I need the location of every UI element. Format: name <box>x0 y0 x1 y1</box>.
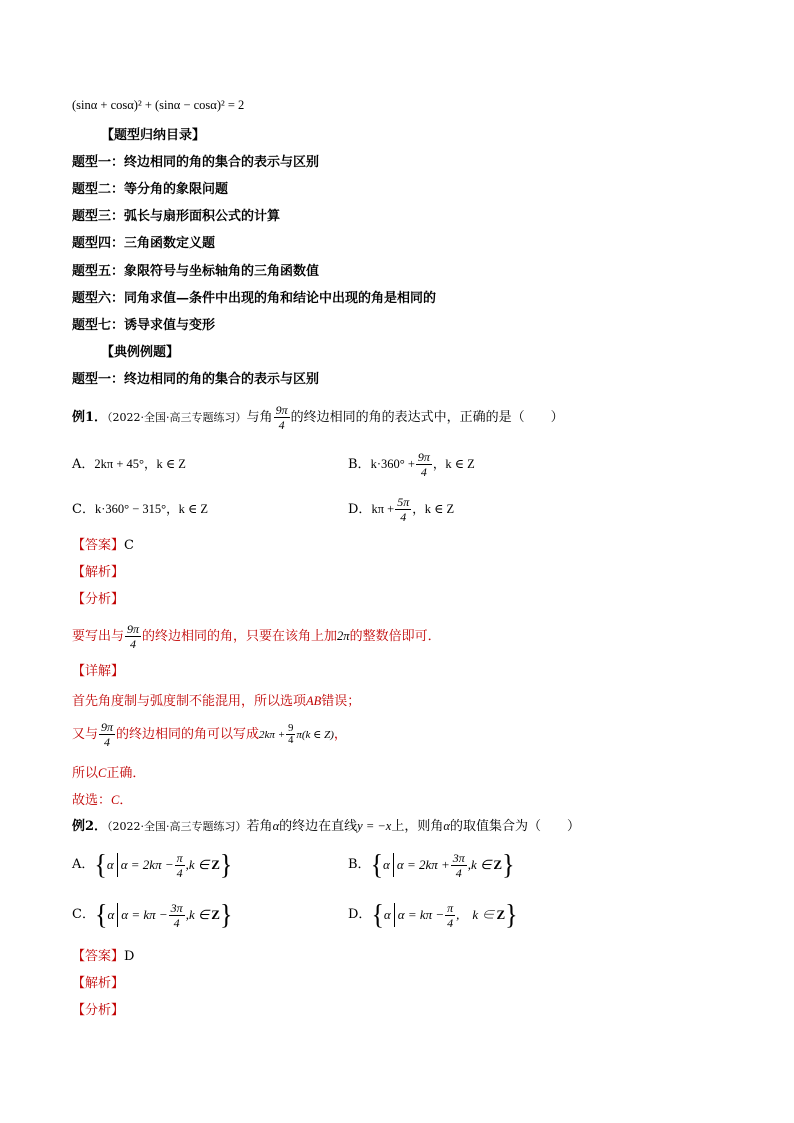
brace-right: } <box>219 898 233 931</box>
set-expression <box>95 900 233 930</box>
brace-left: { <box>94 848 107 881</box>
fraction-numerator: 5π <box>397 495 410 509</box>
option-label: A． <box>72 457 95 472</box>
brace-right: } <box>502 848 515 881</box>
math-text: ,k ∈ <box>185 907 210 922</box>
math-text: 2π <box>337 629 350 643</box>
example-1-question <box>72 400 564 436</box>
option-c <box>72 500 208 519</box>
option-b <box>348 446 475 483</box>
question-text: 若角 <box>246 819 273 834</box>
fraction <box>395 495 411 524</box>
fenxi-tag: 【分析】 <box>72 1003 125 1018</box>
option-label: B． <box>348 857 371 872</box>
option-text: k·360° − 315°，k ∈ Z <box>94 502 209 516</box>
example-2-source: （2022·全国·高三专题练习） <box>107 820 247 833</box>
text: 正确． <box>106 766 146 781</box>
example-2-label: 例2． <box>72 819 108 834</box>
toc-item: 题型七：诱导求值与变形 <box>72 318 216 333</box>
option-label: D． <box>348 502 372 517</box>
math-text: π(k ∈ Z) <box>296 729 334 741</box>
math-text: α = 2kπ + <box>396 857 450 872</box>
fraction-denominator: 4 <box>104 735 111 749</box>
set-divider <box>393 853 394 877</box>
text: 所以 <box>72 766 99 781</box>
option-label: A． <box>72 857 95 872</box>
text: 错误； <box>321 694 361 709</box>
example-1-label: 例1． <box>72 410 108 425</box>
detail-line-2 <box>72 717 347 753</box>
fraction <box>445 901 455 930</box>
detail-line-3 <box>72 764 145 783</box>
fraction-denominator: 4 <box>173 915 180 930</box>
math-text: y = −x <box>357 819 392 833</box>
fraction-denominator: 4 <box>176 865 183 880</box>
option-b <box>348 850 515 880</box>
math-text: α <box>272 819 280 833</box>
fraction-numerator: 3π <box>452 850 465 865</box>
brace-left: { <box>370 848 384 881</box>
option-label: D． <box>348 907 372 922</box>
example-1-source: （2022·全国·高三专题练习） <box>107 411 247 424</box>
math-text: Z <box>211 857 220 872</box>
option-label: B． <box>348 457 371 472</box>
set-divider <box>394 903 395 927</box>
answer-tag: 【答案】 <box>72 538 125 553</box>
answer-line <box>72 537 134 555</box>
fraction-numerator: 9π <box>101 720 114 734</box>
identity-formula: (sinα + cosα)² + (sinα − cosα)² = 2 <box>72 98 245 112</box>
text: 又与 <box>72 727 99 742</box>
brace-left: { <box>371 898 384 931</box>
option-d <box>348 491 454 528</box>
toc-item: 题型六：同角求值—条件中出现的角和结论中出现的角是相同的 <box>72 291 437 306</box>
option-label: C． <box>72 502 95 517</box>
section-title: 题型一：终边相同的角的集合的表示与区别 <box>72 372 320 387</box>
question-text: 的终边在直线 <box>279 819 358 834</box>
analysis-tag: 【解析】 <box>72 565 125 580</box>
examples-header: 【典例例题】 <box>101 345 180 360</box>
math-text: α <box>443 819 450 833</box>
fraction <box>99 720 115 749</box>
fenxi-tag: 【分析】 <box>72 592 125 607</box>
math-text: α = 2kπ − <box>120 857 174 872</box>
math-text: , k ∈ <box>456 907 495 922</box>
fraction <box>286 723 295 746</box>
text: ， <box>333 727 347 742</box>
option-a <box>72 850 232 880</box>
math-text: α <box>383 857 390 872</box>
option-label: C． <box>72 907 95 922</box>
example-2-question <box>72 817 580 836</box>
math-text: 2kπ + <box>259 729 286 741</box>
fraction-numerator: 9 <box>288 723 294 734</box>
fraction-denominator: 4 <box>130 637 137 651</box>
toc-item: 题型一：终边相同的角的集合的表示与区别 <box>72 155 320 170</box>
fraction <box>169 901 185 930</box>
set-expression <box>94 850 232 880</box>
set-expression <box>371 850 515 880</box>
fraction-numerator: 9π <box>275 403 288 417</box>
fraction-numerator: π <box>447 900 454 915</box>
fenxi-text <box>72 618 441 655</box>
answer-value: C <box>124 538 134 553</box>
analysis-tag: 【解析】 <box>72 976 125 991</box>
fraction <box>175 851 185 880</box>
fraction-denominator: 4 <box>288 735 294 746</box>
math-text: ,k ∈ <box>467 857 492 872</box>
fraction <box>125 622 141 651</box>
text: 的终边相同的角可以写成 <box>116 727 260 742</box>
question-text: 的取值集合为（ ） <box>449 819 580 834</box>
math-text: Z <box>211 907 220 922</box>
option-text: ，k ∈ Z <box>432 457 475 471</box>
fraction-denominator: 4 <box>455 865 462 880</box>
set-divider <box>117 903 118 927</box>
fraction-numerator: π <box>176 850 183 865</box>
option-a <box>72 455 186 474</box>
math-text: Z <box>493 857 503 872</box>
text: 要写出与 <box>72 629 125 644</box>
fraction-denominator: 4 <box>447 915 454 930</box>
option-text: ，k ∈ Z <box>412 502 455 516</box>
question-text: 与角 <box>246 410 273 425</box>
fraction-numerator: 9π <box>417 450 430 464</box>
math-text: C <box>111 793 120 807</box>
math-text: α <box>383 907 391 922</box>
answer-line <box>72 948 134 966</box>
xiangjie-tag: 【详解】 <box>72 664 125 679</box>
math-text: α <box>106 857 114 872</box>
text: 的终边相同的角，只要在该角上加 <box>142 629 338 644</box>
set-expression <box>371 900 517 930</box>
brace-right: } <box>219 848 233 881</box>
toc-header: 【题型归纳目录】 <box>101 128 206 143</box>
fraction-numerator: 9π <box>127 622 140 636</box>
fraction <box>451 851 467 880</box>
fraction-numerator: 3π <box>170 900 183 915</box>
brace-right: } <box>505 898 518 931</box>
detail-line-1 <box>72 692 360 711</box>
text: ． <box>119 793 133 808</box>
brace-left: { <box>94 898 108 931</box>
answer-tag: 【答案】 <box>72 949 125 964</box>
option-text: 2kπ + 45°，k ∈ Z <box>94 457 186 471</box>
math-text: Z <box>496 907 506 922</box>
fraction-denominator: 4 <box>278 418 285 432</box>
math-text: α <box>107 907 115 922</box>
option-text: k·360° + <box>370 457 415 471</box>
question-text: 的终边相同的角的表达式中，正确的是（ ） <box>290 410 564 425</box>
toc-item: 题型三：弧长与扇形面积公式的计算 <box>72 209 281 224</box>
option-text: kπ + <box>371 502 395 516</box>
set-divider <box>117 853 118 877</box>
fraction <box>274 403 290 432</box>
toc-item: 题型四：三角函数定义题 <box>72 236 216 251</box>
math-text: α = kπ − <box>397 907 445 922</box>
answer-value: D <box>124 949 135 964</box>
fraction-denominator: 4 <box>400 510 407 524</box>
question-text: 上，则角 <box>391 819 444 834</box>
option-c <box>72 900 232 930</box>
text: 首先角度制与弧度制不能混用，所以选项 <box>72 694 307 709</box>
math-text: α = kπ − <box>121 907 168 922</box>
text: 的整数倍即可． <box>349 629 441 644</box>
math-text: AB <box>306 694 322 708</box>
option-d <box>348 900 518 930</box>
text: 故选： <box>72 793 112 808</box>
fraction <box>416 450 432 479</box>
fraction-denominator: 4 <box>420 465 427 479</box>
toc-item: 题型二：等分角的象限问题 <box>72 182 229 197</box>
math-text: C <box>98 766 107 780</box>
math-text: ,k ∈ <box>185 857 210 872</box>
detail-line-4 <box>72 791 132 810</box>
toc-item: 题型五：象限符号与坐标轴角的三角函数值 <box>72 264 320 279</box>
